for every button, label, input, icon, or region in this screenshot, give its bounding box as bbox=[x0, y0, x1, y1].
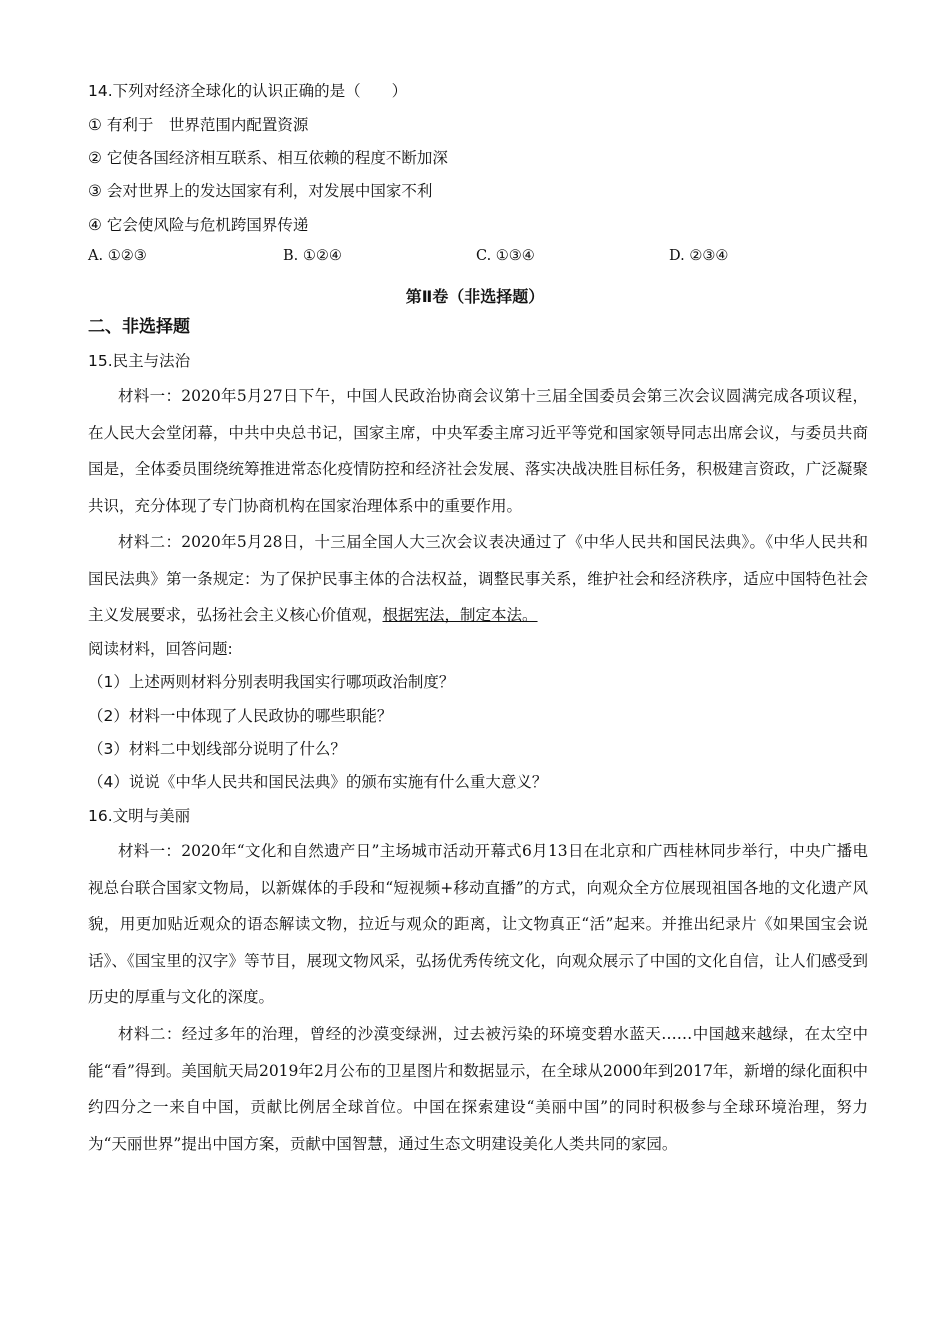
q16-material2 bbox=[88, 1016, 868, 1162]
q14-item-4: ④ 它会使风险与危机跨国界传递 bbox=[88, 216, 309, 234]
q15-question-3: （3）材料二中划线部分说明了什么？ bbox=[88, 740, 346, 758]
q14-option-a: A. ①②③ bbox=[88, 248, 147, 264]
q15-question-2: （2）材料一中体现了人民政协的哪些职能？ bbox=[88, 707, 393, 725]
section2-title: 第Ⅱ卷（非选择题） bbox=[405, 287, 545, 306]
q14-option-d: D. ②③④ bbox=[669, 248, 729, 264]
q15-material2 bbox=[88, 524, 868, 634]
q16-material1 bbox=[88, 833, 868, 1016]
q15-prompt: 阅读材料，回答问题: bbox=[88, 640, 233, 658]
q14-option-b: B. ①②④ bbox=[283, 248, 342, 264]
q14-stem: 14.下列对经济全球化的认识正确的是（ ） bbox=[88, 82, 408, 100]
q15-material1 bbox=[88, 378, 868, 524]
q15-material1-text: 材料一：2020年5月27日下午，中国人民政治协商会议第十三届全国委员会第三次会议圆满完成各项议程，在人民大会堂闭幕，中共中央总书记，国家主席，中央军委主席习近平等党和国家领导同志出席会议，与委员共商国是，全体委员围绕统筹推进常态化疫情防控和经济社会发展、落实决战决胜目标任务，积极建言资政，广泛凝聚共识，充分体现了专门协商机构在国家治理体系中的重要作用。 bbox=[88, 387, 868, 515]
q15-question-4: （4）说说《中华人民共和国民法典》的颁布实施有什么重大意义？ bbox=[88, 773, 548, 791]
q14-item-2: ② 它使各国经济相互联系、相互依赖的程度不断加深 bbox=[88, 149, 448, 167]
part2-heading: 二、非选择题 bbox=[88, 317, 190, 337]
q14-option-c: C. ①③④ bbox=[476, 248, 535, 264]
q14-item-3: ③ 会对世界上的发达国家有利，对发展中国家不利 bbox=[88, 182, 433, 200]
q16-material2-text: 材料二：经过多年的治理，曾经的沙漠变绿洲，过去被污染的环境变碧水蓝天……中国越来越绿，在太空中能“看”得到。美国航天局2019年2月公布的卫星图片和数据显示，在全球从2000年到2017年，新增的绿化面积中约四分之一来自中国，贡献比例居全球首位。中国在探索建设“美丽中国”的同时积极参与全球环境治理，努力为“天丽世界”提出中国方案，贡献中国智慧，通过生态文明建设美化人类共同的家园。 bbox=[88, 1025, 868, 1153]
q14-item-1: ① 有利于 世界范围内配置资源 bbox=[88, 116, 309, 134]
q15-title: 15.民主与法治 bbox=[88, 352, 191, 370]
q15-question-1: （1）上述两则材料分别表明我国实行哪项政治制度？ bbox=[88, 673, 455, 691]
q15-material2-underlined: 根据宪法，制定本法。 bbox=[382, 606, 538, 624]
q16-title: 16.文明与美丽 bbox=[88, 807, 191, 825]
q15-material2-text: 材料二：2020年5月28日，十三届全国人大三次会议表决通过了《中华人民共和国民法典》。《中华人民共和国民法典》第一条规定：为了保护民事主体的合法权益，调整民事关系，维护社会和经济秩序，适应中国特色社会主义发展要求，弘扬社会主义核心价值观， bbox=[88, 533, 868, 624]
q16-material1-text: 材料一：2020年“文化和自然遗产日”主场城市活动开幕式6月13日在北京和广西桂林同步举行，中央广播电视总台联合国家文物局，以新媒体的手段和“短视频+移动直播”的方式，向观众全方位展现祖国各地的文化遗产风貌，用更加贴近观众的语态解读文物，拉近与观众的距离，让文物真正“活”起来。并推出纪录片《如果国宝会说话》、《国宝里的汉字》等节目，展现文物风采，弘扬优秀传统文化，向观众展示了中国的文化自信，让人们感受到历史的厚重与文化的深度。 bbox=[88, 842, 868, 1006]
